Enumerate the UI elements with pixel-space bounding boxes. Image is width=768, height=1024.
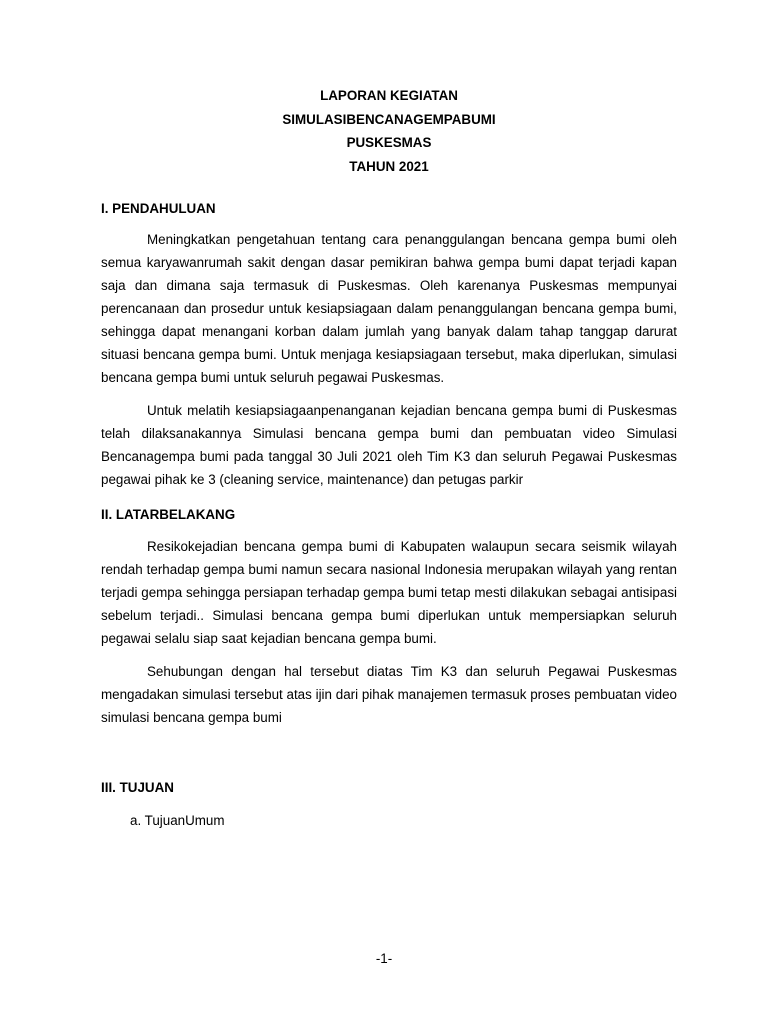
paragraph: Untuk melatih kesiapsiagaanpenanganan kejadian bencana gempa bumi di Puskesmas telah dilaksanakannya Simulasi bencana gempa bumi dan pembuatan video Simulasi Bencanagempa bumi pada tanggal 30 Juli 2021 oleh Tim K3 dan seluruh Pegawai Puskesmas pegawai pihak ke 3 (cleaning service, maintenance) dan petugas parkir bbox=[101, 403, 677, 487]
list-item-tujuan-umum: a. TujuanUmum bbox=[130, 813, 225, 828]
title-line-2: SIMULASIBENCANAGEMPABUMI bbox=[282, 111, 496, 127]
title-line-4: TAHUN 2021 bbox=[349, 158, 429, 174]
document-page bbox=[101, 84, 677, 832]
paragraph: Sehubungan dengan hal tersebut diatas Tim K3 dan seluruh Pegawai Puskesmas mengadakan simulasi tersebut atas ijin dari pihak manajemen termasuk proses pembuatan video simulasi bencana gempa bumi bbox=[101, 664, 677, 725]
page-number: -1- bbox=[375, 951, 393, 966]
section-heading-latarbelakang: II. LATARBELAKANG bbox=[101, 507, 236, 522]
paragraph: Resikokejadian bencana gempa bumi di Kabupaten walaupun secara seismik wilayah rendah terhadap gempa bumi namun secara nasional Indonesia merupakan wilayah yang rentan terjadi gempa sehingga persiapan terhadap gempa bumi tetap mesti dilakukan sebagai antisipasi sebelum terjadi.. Simulasi bencana gempa bumi diperlukan untuk mempersiapkan seluruh pegawai selalu siap saat kejadian bencana gempa bumi. bbox=[101, 539, 677, 646]
title-line-1: LAPORAN KEGIATAN bbox=[320, 88, 458, 103]
title-line-3: PUSKESMAS bbox=[346, 135, 432, 150]
paragraph: Meningkatkan pengetahuan tentang cara penanggulangan bencana gempa bumi oleh semua karyawanrumah sakit dengan dasar pemikiran bahwa gempa bumi dapat terjadi kapan saja dan dimana saja termasuk di Puskesmas. Oleh karenanya Puskesmas mempunyai perencanaan dan prosedur untuk kesiapsiagaan dalam penanggulangan bencana gempa bumi, sehingga dapat menangani korban dalam jumlah yang banyak dalam tahap tanggap darurat situasi bencana gempa bumi. Untuk menjaga kesiapsiagaan tersebut, maka diperlukan, simulasi bencana gempa bumi untuk seluruh pegawai Puskesmas. bbox=[101, 232, 677, 385]
section-heading-tujuan: III. TUJUAN bbox=[101, 780, 174, 795]
section-heading-pendahuluan: I. PENDAHULUAN bbox=[101, 201, 216, 216]
report-title bbox=[101, 84, 677, 178]
